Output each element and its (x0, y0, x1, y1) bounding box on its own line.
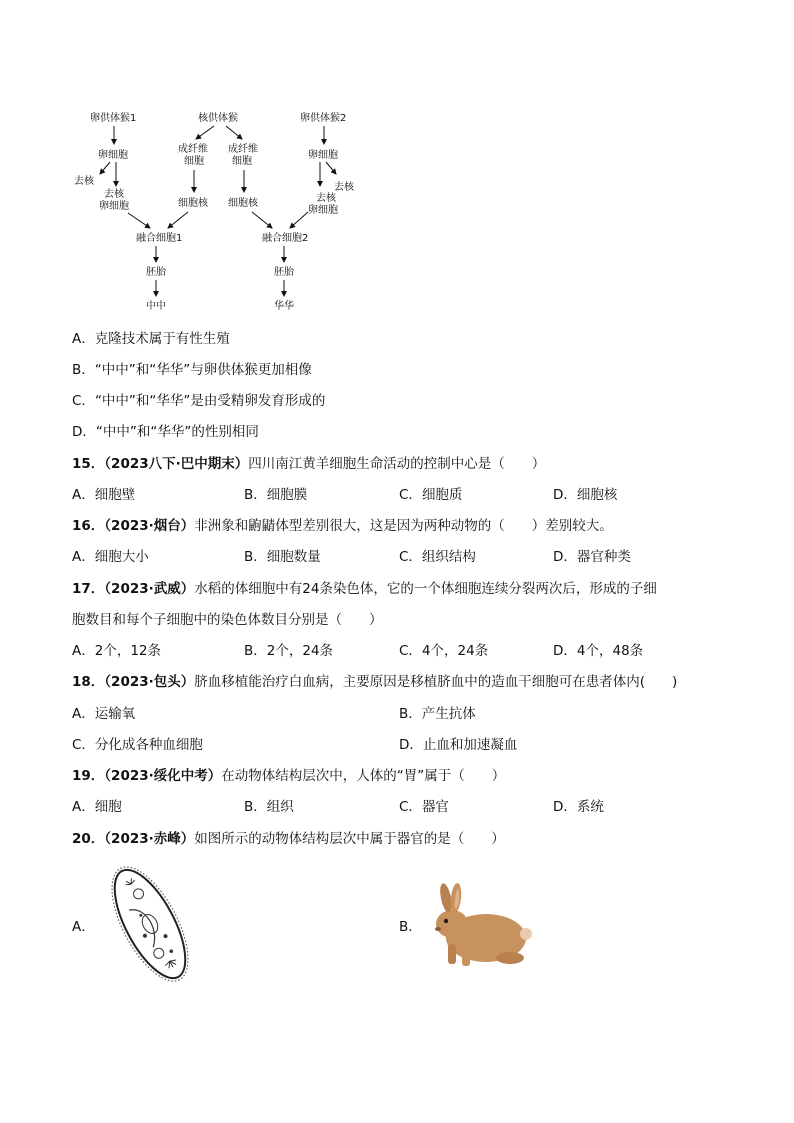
q18-option-b: B．产生抗体 (399, 706, 476, 722)
q18-option-d: D．止血和加速凝血 (399, 737, 518, 753)
q18-stem: 18．（2023·包头）脐血移植能治疗白血病，主要原因是移植脐血中的造血干细胞可在患者体内( ) (72, 674, 678, 690)
q15-option-d: D．细胞核 (553, 487, 618, 503)
q15-option-b: B．细胞膜 (244, 487, 308, 503)
nucleus-right-label: 细胞核 (228, 198, 258, 209)
q20-option-b-letter: B． (399, 919, 422, 935)
offspring-1-label: 中中 (146, 301, 166, 312)
right-enucleated-label-1: 去核 (316, 193, 336, 204)
embryo-right-label: 胚胎 (274, 267, 294, 278)
q19-option-d: D．系统 (553, 799, 604, 815)
left-egg-label: 卵细胞 (98, 150, 128, 161)
center-donor-label: 核供体猴 (198, 113, 238, 124)
q14-option-d: D．“中中”和“华华”的性别相同 (72, 424, 259, 440)
right-egg-label: 卵细胞 (308, 150, 338, 161)
q17-option-c: C．4个，24条 (399, 643, 489, 659)
q14-option-b: B．“中中”和“华华”与卵供体猴更加相像 (72, 362, 312, 378)
fibroblast-right-label-1: 成纤维 (228, 144, 258, 155)
q17-option-b: B．2个，24条 (244, 643, 334, 659)
q18-option-a: A．运输氧 (72, 706, 136, 722)
embryo-left-label: 胚胎 (146, 267, 166, 278)
q17-stem-line-2: 胞数目和每个子细胞中的染色体数目分别是（ ） (72, 612, 383, 628)
paramecium-image (94, 862, 206, 986)
q15-stem: 15．（2023八下·巴中期末）四川南江黄羊细胞生命活动的控制中心是（ ） (72, 456, 546, 472)
q19-option-c: C．器官 (399, 799, 449, 815)
q16-option-a: A．细胞大小 (72, 549, 149, 565)
fused-cell-1-label: 融合细胞1 (136, 233, 183, 244)
q19-stem: 19．（2023·绥化中考）在动物体结构层次中，人体的“胃”属于（ ） (72, 768, 506, 784)
fibroblast-left-label-1: 成纤维 (178, 144, 208, 155)
q14-option-c: C．“中中”和“华华”是由受精卵发育形成的 (72, 393, 326, 409)
right-remove-nucleus-label: 去核 (334, 182, 354, 193)
q17-stem-line-1: 17．（2023·武威）水稻的体细胞中有24条染色体，它的一个体细胞连续分裂两次后，形成的子细 (72, 581, 657, 597)
q15-option-c: C．细胞质 (399, 487, 463, 503)
left-enucleated-label-1: 去核 (104, 189, 124, 200)
rabbit-image (424, 884, 532, 970)
nucleus-left-label: 细胞核 (178, 198, 208, 209)
fibroblast-left-label-2: 细胞 (184, 156, 204, 167)
q17-option-a: A．2个，12条 (72, 643, 162, 659)
q15-option-a: A．细胞壁 (72, 487, 136, 503)
q19-option-b: B．组织 (244, 799, 294, 815)
q16-option-b: B．细胞数量 (244, 549, 321, 565)
q20-stem: 20．（2023·赤峰）如图所示的动物体结构层次中属于器官的是（ ） (72, 831, 505, 847)
offspring-2-label: 华华 (274, 301, 294, 312)
right-donor-label: 卵供体猴2 (300, 113, 347, 124)
left-remove-nucleus-label: 去核 (74, 176, 94, 187)
left-enucleated-label-2: 卵细胞 (99, 201, 129, 212)
q16-option-c: C．组织结构 (399, 549, 476, 565)
q16-option-d: D．器官种类 (553, 549, 631, 565)
fused-cell-2-label: 融合细胞2 (262, 233, 309, 244)
q19-option-a: A．细胞 (72, 799, 122, 815)
cloning-diagram (74, 104, 380, 319)
right-enucleated-label-2: 卵细胞 (308, 205, 338, 216)
q20-option-a-letter: A． (72, 919, 95, 935)
q17-option-d: D．4个，48条 (553, 643, 644, 659)
q14-option-a: A．克隆技术属于有性生殖 (72, 331, 230, 347)
cloning-diagram-svg (74, 104, 380, 319)
fibroblast-right-label-2: 细胞 (232, 156, 252, 167)
q16-stem: 16．（2023·烟台）非洲象和鼩鼱体型差别很大，这是因为两种动物的（ ）差别较大。 (72, 518, 613, 534)
q18-option-c: C．分化成各种血细胞 (72, 737, 203, 753)
left-donor-label: 卵供体猴1 (90, 113, 137, 124)
